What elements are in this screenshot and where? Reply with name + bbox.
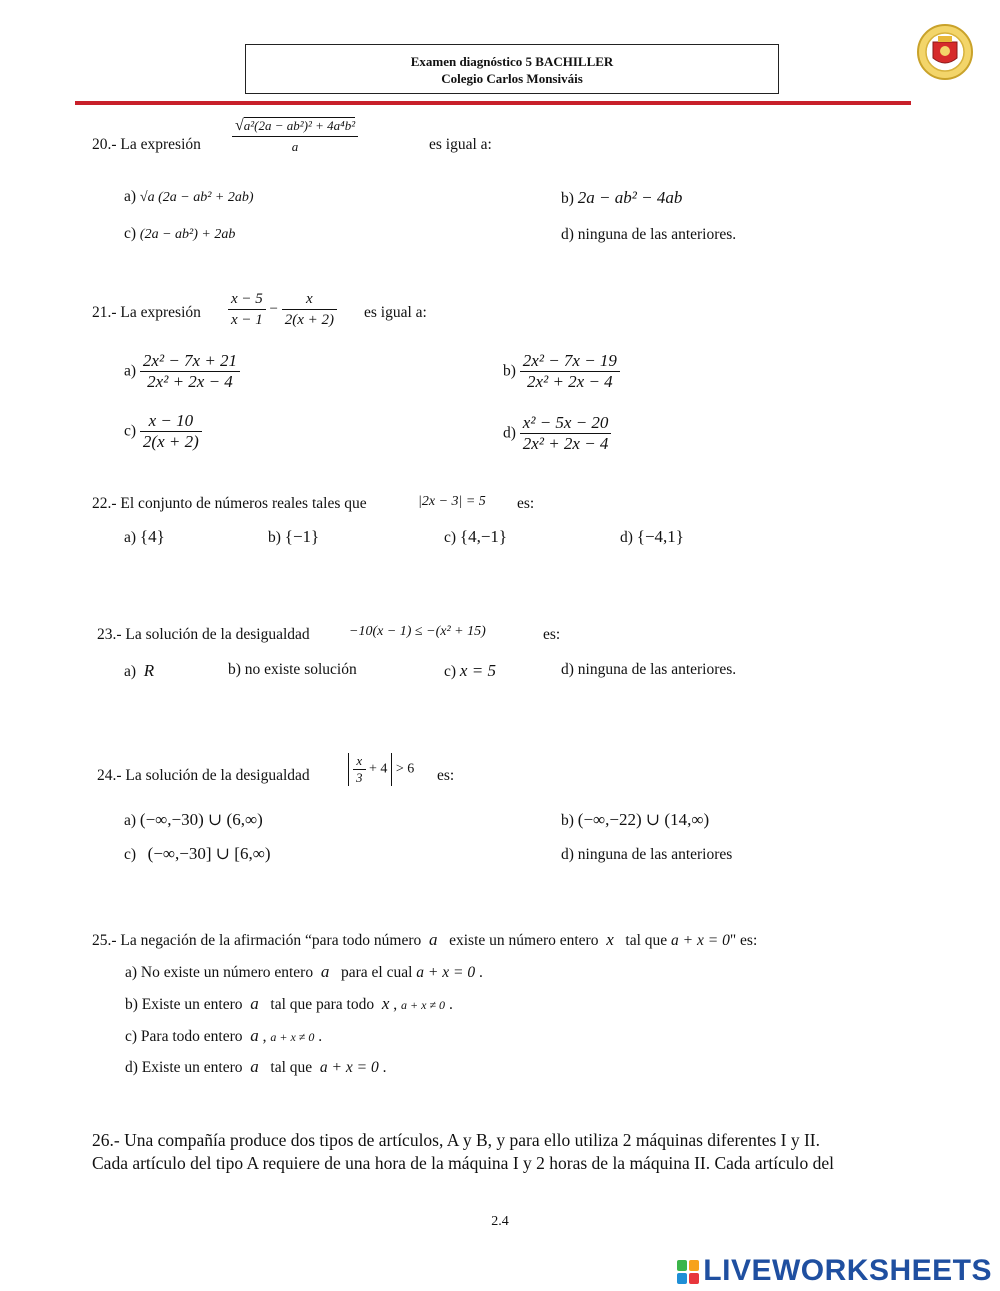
exam-title: Examen diagnóstico 5 BACHILLER <box>410 54 614 69</box>
q20-expr-den: a <box>291 139 299 154</box>
q25-c-eq: a + x ≠ 0 <box>270 1030 315 1044</box>
q20-a-text: √a (2a − ab² + 2ab) <box>139 190 254 205</box>
q25-eq: a + x = 0 <box>671 932 730 949</box>
q21-prefix: 21.- La expresión <box>92 304 201 321</box>
q22-suffix: es: <box>517 495 535 512</box>
q20-prefix: 20.- La expresión <box>92 136 201 153</box>
q23-option-c[interactable] <box>444 661 496 681</box>
q25-a-mid: para el cual <box>340 964 413 981</box>
q21-a-label: a) <box>124 362 137 380</box>
q22-option-b[interactable] <box>268 527 319 547</box>
q25-d-var: a <box>250 1057 259 1076</box>
q25-b-var-a: a <box>250 994 259 1013</box>
q21-f1-num: x − 5 <box>228 289 266 310</box>
q23-c-label: c) <box>444 663 457 680</box>
q24-expr-rhs: > 6 <box>395 761 415 777</box>
q21-b-num: 2x² − 7x − 19 <box>520 351 620 372</box>
q24-c-text: (−∞,−30] ∪ [6,∞) <box>147 844 271 863</box>
q25-mid2: tal que <box>625 932 668 949</box>
q22-option-d[interactable] <box>620 527 684 547</box>
q21-c-num: x − 10 <box>140 411 202 432</box>
q24-option-b[interactable] <box>561 810 709 830</box>
q21-d-num: x² − 5x − 20 <box>520 413 612 434</box>
q25-d-mid: tal que <box>270 1059 313 1076</box>
school-name: Colegio Carlos Monsiváis <box>441 71 583 86</box>
q22-d-label: d) <box>620 529 633 546</box>
q24-b-label: b) <box>561 812 574 829</box>
q24-a-text: (−∞,−30) ∪ (6,∞) <box>139 810 263 829</box>
q20-option-a[interactable] <box>124 188 254 206</box>
q25-d-label: d) Existe un entero <box>125 1059 243 1076</box>
q25-b-var-x: x <box>381 994 390 1013</box>
q22-b-text: {−1} <box>284 527 320 546</box>
page-number: 2.4 <box>491 1214 509 1229</box>
q22-b-label: b) <box>268 529 281 546</box>
q21-option-c[interactable] <box>124 411 202 452</box>
q25-d-eq: a + x = 0 <box>319 1059 379 1076</box>
q20-a-label: a) <box>124 188 137 205</box>
q22-a-text: {4} <box>139 527 165 546</box>
q25-option-b[interactable]: b) Existe un entero a tal que para todo x , a + x ≠ 0 . <box>125 994 453 1013</box>
q25-a-end: . <box>478 964 483 981</box>
q21-a-den: 2x² + 2x − 4 <box>147 372 233 391</box>
q25-c-label: c) Para todo entero <box>125 1028 243 1045</box>
q24-b-text: (−∞,−22) ∪ (14,∞) <box>577 810 710 829</box>
q24-option-c[interactable] <box>124 844 270 864</box>
q22-c-text: {4,−1} <box>459 527 508 546</box>
q22-a-label: a) <box>124 529 137 546</box>
q21-b-den: 2x² + 2x − 4 <box>527 372 613 391</box>
header-box <box>245 44 779 94</box>
q20-expr-num: a²(2a − ab²)² + 4a⁴b² <box>243 118 356 133</box>
q20-b-text: 2a − ab² − 4ab <box>577 188 683 207</box>
q20-suffix: es igual a: <box>429 136 492 153</box>
q23-a-label: a) <box>124 663 137 680</box>
q25-a-label: a) No existe un número entero <box>125 964 314 981</box>
q21-a-num: 2x² − 7x + 21 <box>140 351 240 372</box>
q24-option-a[interactable] <box>124 810 263 830</box>
q22-c-label: c) <box>444 529 457 546</box>
q21-c-label: c) <box>124 422 137 440</box>
q25-b-mid: tal que para todo <box>270 996 375 1013</box>
q20-c-text: (2a − ab²) + 2ab <box>139 227 236 242</box>
q24-option-d[interactable]: d) ninguna de las anteriores <box>561 846 733 863</box>
q20-option-c[interactable] <box>124 225 235 243</box>
q21-c-den: 2(x + 2) <box>142 432 199 451</box>
q25-option-d[interactable] <box>125 1057 386 1077</box>
q22-option-c[interactable] <box>444 527 507 547</box>
q22-option-a[interactable] <box>124 527 165 547</box>
q23-option-b[interactable]: b) no existe solución <box>228 661 357 678</box>
q25-statement <box>92 930 757 950</box>
q24-expression <box>348 753 414 786</box>
brand-logo <box>677 1254 992 1288</box>
q25-suffix: " es: <box>729 932 758 949</box>
q25-b-eq: a + x ≠ 0 <box>401 998 446 1012</box>
q23-option-a[interactable] <box>124 661 154 681</box>
q20-b-label: b) <box>561 190 574 207</box>
q23-prefix: 23.- La solución de la desigualdad <box>97 626 310 643</box>
q24-expr-rest: + 4 <box>369 761 388 777</box>
brand-text: LIVEWORKSHEETS <box>703 1254 992 1287</box>
q21-option-a[interactable] <box>124 351 240 392</box>
q25-var-a: a <box>428 930 438 949</box>
q25-option-c[interactable]: c) Para todo entero a , a + x ≠ 0 . <box>125 1026 323 1045</box>
q21-b-label: b) <box>503 362 516 380</box>
q25-option-a[interactable] <box>125 962 483 982</box>
q23-suffix: es: <box>543 626 561 643</box>
q23-c-text: x = 5 <box>459 661 496 680</box>
q20-option-d[interactable]: d) ninguna de las anteriores. <box>561 226 737 243</box>
q21-f2-den: 2(x + 2) <box>284 312 335 328</box>
q24-c-label: c) <box>124 846 137 863</box>
q25-var-x: x <box>606 930 614 949</box>
q24-expr-den: 3 <box>356 770 363 785</box>
q21-f2-num: x <box>282 289 337 310</box>
q20-option-b[interactable] <box>561 188 682 208</box>
q25-c-var: a <box>250 1026 259 1045</box>
q26-line1: 26.- Una compañía produce dos tipos de artículos, A y B, y para ello utiliza 2 máquinas diferentes I y II. <box>92 1130 821 1150</box>
q24-suffix: es: <box>437 767 455 784</box>
q24-prefix: 24.- La solución de la desigualdad <box>97 767 310 784</box>
q23-expression: −10(x − 1) ≤ −(x² + 15) <box>349 624 486 639</box>
school-crest-icon <box>910 22 980 82</box>
q25-prefix: 25.- La negación de la afirmación “para todo número <box>92 932 422 949</box>
q23-a-text: R <box>143 661 155 680</box>
q20-c-label: c) <box>124 225 137 242</box>
q25-b-end: . <box>448 996 453 1013</box>
brand-mark-icon <box>677 1260 699 1284</box>
q25-c-end: . <box>318 1028 323 1045</box>
q23-option-d[interactable]: d) ninguna de las anteriores. <box>561 661 737 678</box>
q22-expression: |2x − 3| = 5 <box>418 494 486 509</box>
q26-line2: Cada artículo del tipo A requiere de una hora de la máquina I y 2 horas de la máquina II. Cada artículo del <box>92 1153 835 1173</box>
q25-mid: existe un número entero <box>449 932 599 949</box>
q21-option-b[interactable] <box>503 351 620 392</box>
q25-b-label: b) Existe un entero <box>125 996 243 1013</box>
q22-d-text: {−4,1} <box>636 527 684 546</box>
q21-expression: $\frac{x - 5}{x - 1}$ − $\frac{x}{2(x + 2)}$ <box>228 289 337 330</box>
q25-a-eq: a + x = 0 <box>416 964 476 981</box>
q21-option-d[interactable] <box>503 413 611 454</box>
q21-d-label: d) <box>503 424 516 442</box>
header-divider <box>75 101 911 105</box>
q21-f1-den: x − 1 <box>231 312 263 328</box>
q21-suffix: es igual a: <box>364 304 427 321</box>
q20-expression: $\frac{\text{√a²(2a − ab²)² + 4a⁴b²}}{a}$ <box>232 116 358 157</box>
q24-expr-num: x <box>353 753 366 770</box>
q24-a-label: a) <box>124 812 137 829</box>
q25-a-var: a <box>320 962 330 981</box>
q21-d-den: 2x² + 2x − 4 <box>522 434 609 453</box>
q22-prefix: 22.- El conjunto de números reales tales que <box>92 495 367 512</box>
q25-d-end: . <box>382 1059 387 1076</box>
